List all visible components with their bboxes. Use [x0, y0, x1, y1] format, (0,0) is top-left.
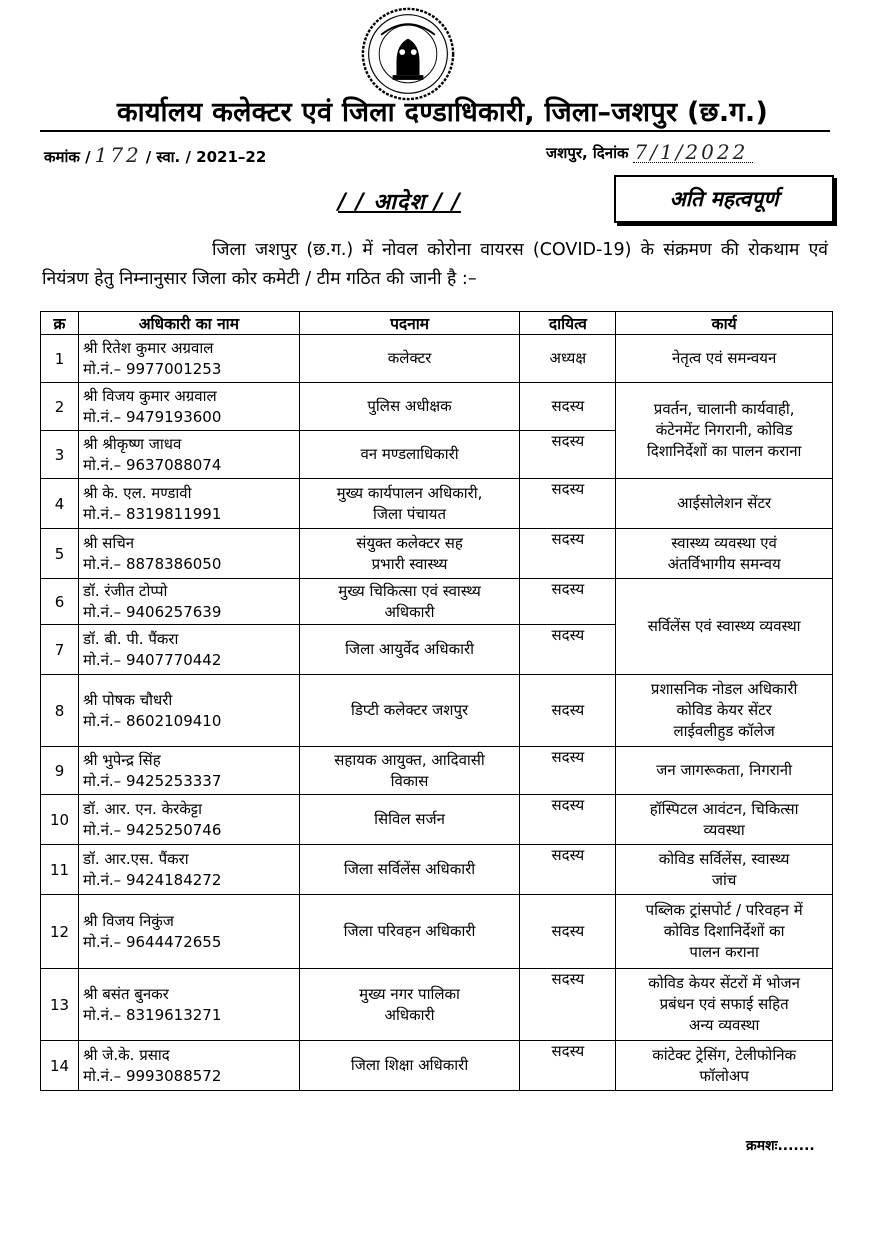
row-sno: 8 [41, 675, 79, 747]
row-task [616, 479, 833, 529]
row-officer [78, 479, 299, 529]
task-line: कंटेनमेंट निगरानी, कोविड [655, 421, 793, 439]
table-row [41, 845, 833, 895]
row-designation: जिला आयुर्वेद अधिकारी [299, 625, 520, 675]
row-role: सदस्य [520, 895, 616, 969]
date-line [546, 140, 753, 164]
row-sno: 12 [41, 895, 79, 969]
intro-paragraph: जिला जशपुर (छ.ग.) में नोवल कोरोना वायरस (COVID-19) के संक्रमण की रोकथाम एवं नियंत्रण हेतु निम्नानुसार जिला कोर कमेटी / टीम गठित की जानी है :– [42, 240, 828, 289]
reference-number [44, 143, 266, 167]
urgent-badge: अति महत्वपूर्ण [614, 175, 834, 223]
row-designation [299, 747, 520, 795]
officer-name: श्री विजय कुमार अग्रवाल [82, 386, 217, 405]
task-line: जांच [711, 870, 737, 889]
row-role: सदस्य [520, 579, 616, 625]
designation-line: अधिकारी [384, 1005, 435, 1024]
task-line: जन जागरूकता, निगरानी [656, 761, 792, 779]
row-designation [299, 579, 520, 625]
row-officer [78, 795, 299, 845]
row-task [616, 795, 833, 845]
row-designation [299, 529, 520, 579]
officer-name: डॉ. बी. पी. पैंकरा [82, 629, 179, 648]
row-task [616, 675, 833, 747]
officer-mobile: मो.नं.– 9425250746 [82, 820, 222, 839]
row-role: सदस्य [520, 747, 616, 795]
officer-name: श्री के. एल. मण्डावी [82, 483, 192, 502]
row-designation: जिला परिवहन अधिकारी [299, 895, 520, 969]
row-designation: पुलिस अधीक्षक [299, 383, 520, 431]
task-line: हॉस्पिटल आवंटन, चिकित्सा [649, 799, 799, 818]
row-sno: 11 [41, 845, 79, 895]
header-sno: क्र [41, 312, 79, 335]
officer-mobile: मो.नं.– 9406257639 [82, 602, 222, 621]
government-seal-icon [360, 6, 456, 102]
officer-name: डॉ. आर. एन. केरकेट्टा [82, 799, 202, 818]
table-row [41, 383, 833, 431]
table-row [41, 479, 833, 529]
task-line: स्वास्थ्य व्यवस्था एवं [671, 533, 777, 552]
officer-mobile: मो.नं.– 8319613271 [82, 1005, 222, 1024]
row-officer [78, 1041, 299, 1091]
task-line: कोविड केयर सेंटरों में भोजन [648, 974, 800, 992]
date-handwritten: 7/1/2022 [634, 140, 749, 164]
row-task [616, 335, 833, 383]
row-task [616, 895, 833, 969]
task-line: पब्लिक ट्रांसपोर्ट / परिवहन में [645, 901, 803, 919]
row-sno: 13 [41, 969, 79, 1041]
officer-name: डॉ. रंजीत टोप्पो [82, 581, 168, 600]
officer-name: डॉ. आर.एस. पैंकरा [82, 849, 189, 868]
row-task [616, 747, 833, 795]
designation-line: सहायक आयुक्त, आदिवासी [334, 750, 485, 769]
task-line: व्यवस्था [703, 820, 745, 839]
task-line: दिशानिर्देशों का पालन कराना [646, 442, 802, 460]
row-sno: 4 [41, 479, 79, 529]
row-role: सदस्य [520, 625, 616, 675]
table-row [41, 795, 833, 845]
header-task: कार्य [616, 312, 833, 335]
table-row [41, 335, 833, 383]
designation-line: संयुक्त कलेक्टर सह [356, 533, 463, 552]
row-task [616, 969, 833, 1041]
row-task [616, 1041, 833, 1091]
row-officer [78, 969, 299, 1041]
row-designation: कलेक्टर [299, 335, 520, 383]
task-line: नेतृत्व एवं समन्वयन [671, 349, 777, 367]
task-line: कोविड दिशानिर्देशों का [663, 922, 785, 940]
designation-line: जिला पंचायत [373, 504, 447, 523]
task-line: कोविड केयर सेंटर [676, 701, 772, 719]
row-sno: 1 [41, 335, 79, 383]
officer-mobile: मो.नं.– 9479193600 [82, 407, 222, 426]
row-officer [78, 383, 299, 431]
table-row [41, 747, 833, 795]
ref-prefix: कमांक / [44, 148, 91, 166]
officer-mobile: मो.नं.– 9993088572 [82, 1066, 222, 1085]
table-row [41, 579, 833, 625]
table-row [41, 529, 833, 579]
officer-mobile: मो.नं.– 9977001253 [82, 359, 222, 378]
task-line: आईसोलेशन सेंटर [677, 494, 772, 512]
row-role: अध्यक्ष [520, 335, 616, 383]
row-role: सदस्य [520, 383, 616, 431]
row-designation: डिप्टी कलेक्टर जशपुर [299, 675, 520, 747]
ref-suffix: / स्वा. / 2021–22 [145, 148, 267, 166]
row-role: सदस्य [520, 795, 616, 845]
officer-name: श्री पोषक चौधरी [82, 690, 173, 709]
row-sno: 9 [41, 747, 79, 795]
table-row [41, 1041, 833, 1091]
table-header-row [41, 312, 833, 335]
row-role: सदस्य [520, 969, 616, 1041]
table-row [41, 969, 833, 1041]
header-responsibility: दायित्व [520, 312, 616, 335]
officer-name: श्री श्रीकृष्ण जाधव [82, 434, 182, 453]
date-field [633, 140, 753, 164]
officer-name: श्री विजय निकुंज [82, 911, 174, 930]
officer-mobile: मो.नं.– 9637088074 [82, 455, 222, 474]
row-officer [78, 895, 299, 969]
order-heading: / / आदेश / / [338, 190, 461, 215]
row-officer [78, 747, 299, 795]
header-divider [40, 130, 830, 132]
row-officer [78, 529, 299, 579]
designation-line: मुख्य कार्यपालन अधिकारी, [336, 483, 483, 502]
task-line: प्रवर्तन, चालानी कार्यवाही, [653, 400, 795, 418]
task-line: पालन कराना [689, 943, 759, 961]
row-officer [78, 625, 299, 675]
row-sno: 2 [41, 383, 79, 431]
row-sno: 3 [41, 431, 79, 479]
row-sno: 5 [41, 529, 79, 579]
row-role: सदस्य [520, 845, 616, 895]
row-officer [78, 579, 299, 625]
task-line: अंतर्विभागीय समन्वय [667, 554, 781, 573]
header-officer-name: अधिकारी का नाम [78, 312, 299, 335]
task-line: कांटेक्ट ट्रेसिंग, टेलीफोनिक [652, 1045, 797, 1064]
row-officer [78, 845, 299, 895]
row-task [616, 383, 833, 479]
row-role: सदस्य [520, 431, 616, 479]
table-row [41, 895, 833, 969]
row-officer [78, 675, 299, 747]
officer-name: श्री सचिन [82, 533, 135, 552]
row-designation [299, 479, 520, 529]
officer-mobile: मो.नं.– 8878386050 [82, 554, 222, 573]
task-line: प्रबंधन एवं सफाई सहित [659, 995, 789, 1013]
row-task [616, 579, 833, 675]
officer-mobile: मो.नं.– 8319811991 [82, 504, 222, 523]
date-label: जशपुर, दिनांक [546, 144, 629, 162]
row-sno: 7 [41, 625, 79, 675]
officer-mobile: मो.नं.– 8602109410 [82, 711, 222, 730]
task-line: अन्य व्यवस्था [688, 1016, 760, 1034]
task-line: कोविड सर्विलेंस, स्वास्थ्य [658, 849, 790, 868]
row-designation: सिविल सर्जन [299, 795, 520, 845]
row-officer [78, 335, 299, 383]
officer-mobile: मो.नं.– 9425253337 [82, 771, 222, 790]
ref-handwritten-number: 172 [94, 143, 142, 167]
row-role: सदस्य [520, 675, 616, 747]
row-designation: वन मण्डलाधिकारी [299, 431, 520, 479]
row-role: सदस्य [520, 1041, 616, 1091]
header-designation: पदनाम [299, 312, 520, 335]
committee-table [40, 311, 833, 1091]
officer-mobile: मो.नं.– 9424184272 [82, 870, 222, 889]
row-designation: जिला सर्विलेंस अधिकारी [299, 845, 520, 895]
task-line: लाईवलीहुड कॉलेज [673, 722, 775, 740]
designation-line: अधिकारी [384, 602, 435, 621]
designation-line: मुख्य नगर पालिका [359, 984, 460, 1003]
designation-line: विकास [390, 771, 429, 790]
designation-line: प्रभारी स्वास्थ्य [371, 554, 448, 573]
table-row [41, 675, 833, 747]
officer-name: श्री बसंत बुनकर [82, 984, 169, 1003]
officer-mobile: मो.नं.– 9644472655 [82, 932, 222, 951]
row-role: सदस्य [520, 529, 616, 579]
row-task [616, 529, 833, 579]
row-sno: 14 [41, 1041, 79, 1091]
continued-note: क्रमशः....... [746, 1138, 815, 1154]
row-sno: 10 [41, 795, 79, 845]
task-line: प्रशासनिक नोडल अधिकारी [650, 680, 798, 698]
office-title: कार्यालय कलेक्टर एवं जिला दण्डाधिकारी, जिला–जशपुर (छ.ग.) [116, 97, 769, 128]
officer-name: श्री भुपेन्द्र सिंह [82, 750, 161, 769]
officer-name: श्री रितेश कुमार अग्रवाल [82, 338, 214, 357]
designation-line: मुख्य चिकित्सा एवं स्वास्थ्य [338, 581, 481, 600]
row-task [616, 845, 833, 895]
row-officer [78, 431, 299, 479]
task-line: सर्विलेंस एवं स्वास्थ्य व्यवस्था [647, 617, 801, 635]
task-line: फॉलोअप [699, 1066, 749, 1085]
row-role: सदस्य [520, 479, 616, 529]
row-designation: जिला शिक्षा अधिकारी [299, 1041, 520, 1091]
row-sno: 6 [41, 579, 79, 625]
row-designation [299, 969, 520, 1041]
officer-name: श्री जे.के. प्रसाद [82, 1045, 170, 1064]
officer-mobile: मो.नं.– 9407770442 [82, 650, 222, 669]
